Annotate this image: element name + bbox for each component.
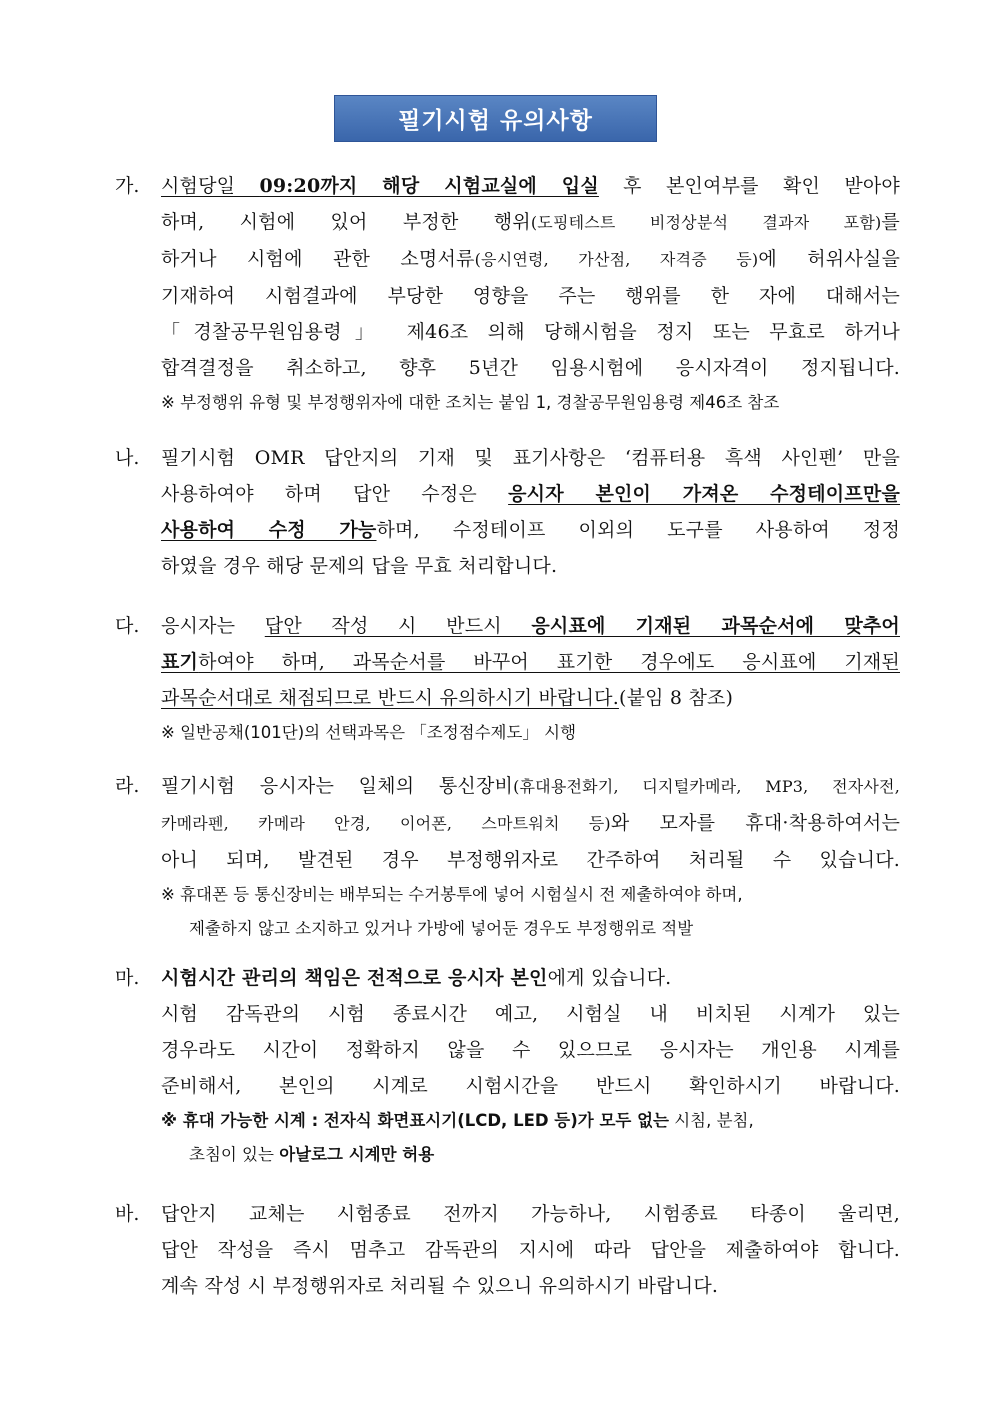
section-marker: 가. [115, 175, 140, 197]
text-line: 준비해서, 본인의 시계로 시험시간을 반드시 확인하시기 바랍니다. [161, 1075, 900, 1097]
text-line: 시험당일 09:20까지 해당 시험교실에 입실 후 본인여부를 확인 받아야 [161, 175, 900, 197]
section-marker: 마. [115, 967, 140, 989]
reference-note: 제출하지 않고 소지하고 있거나 가방에 넣어둔 경우도 부정행위로 적발 [189, 919, 694, 938]
section-marker: 바. [115, 1203, 140, 1225]
text-line: 합격결정을 취소하고, 향후 5년간 임용시험에 응시자격이 정지됩니다. [161, 357, 900, 379]
text-line: 하였을 경우 해당 문제의 답을 무효 처리합니다. [161, 555, 558, 577]
reference-note: ※ 일반공채(101단)의 선택과목은 「조정점수제도」 시행 [161, 723, 577, 742]
text-line: 시험시간 관리의 책임은 전적으로 응시자 본인에게 있습니다. [161, 967, 672, 989]
text-line: 답안 작성을 즉시 멈추고 감독관의 지시에 따라 답안을 제출하여야 합니다. [161, 1239, 900, 1261]
section-ma [115, 960, 900, 1172]
text-line: 표기하여야 하며, 과목순서를 바꾸어 표기한 경우에도 응시표에 기재된 [161, 651, 900, 673]
section-ga [115, 168, 900, 420]
section-ba [115, 1196, 900, 1304]
reference-note: ※ 휴대 가능한 시계 : 전자식 화면표시기(LCD, LED 등)가 모두 없는 시침, 분침, [161, 1111, 754, 1130]
text-line: 답안지 교체는 시험종료 전까지 가능하나, 시험종료 타종이 울리면, [161, 1203, 900, 1225]
text-line: 시험 감독관의 시험 종료시간 예고, 시험실 내 비치된 시계가 있는 [161, 1003, 900, 1025]
text-line: 경우라도 시간이 정확하지 않을 수 있으므로 응시자는 개인용 시계를 [161, 1039, 900, 1061]
section-marker: 라. [115, 775, 140, 797]
section-na [115, 440, 900, 584]
text-line: 카메라펜, 카메라 안경, 이어폰, 스마트워치 등)와 모자를 휴대·착용하여서는 [161, 812, 900, 834]
text-line: 하거나 시험에 관한 소명서류(응시연령, 가산점, 자격증 등)에 허위사실을 [161, 248, 900, 270]
reference-note: ※ 부정행위 유형 및 부정행위자에 대한 조치는 붙임 1, 경찰공무원임용령 제46조 참조 [161, 393, 780, 412]
text-line: 응시자는 답안 작성 시 반드시 응시표에 기재된 과목순서에 맞추어 [161, 615, 900, 637]
section-da [115, 608, 900, 750]
text-line: 계속 작성 시 부정행위자로 처리될 수 있으니 유의하시기 바랍니다. [161, 1275, 719, 1297]
text-line: 필기시험 OMR 답안지의 기재 및 표기사항은 ‘컴퓨터용 흑색 사인펜’ 만을 [161, 447, 900, 469]
text-line: 필기시험 응시자는 일체의 통신장비(휴대용전화기, 디지털카메라, MP3, 전자사전, [161, 775, 900, 797]
section-marker: 나. [115, 447, 140, 469]
text-line: 과목순서대로 채점되므로 반드시 유의하시기 바랍니다.(붙임 8 참조) [161, 687, 734, 709]
text-line: 기재하여 시험결과에 부당한 영향을 주는 행위를 한 자에 대해서는 [161, 285, 900, 307]
text-line: 「경찰공무원임용령」 제46조 의해 당해시험을 정지 또는 무효로 하거나 [161, 321, 900, 343]
text-line: 하며, 시험에 있어 부정한 행위(도핑테스트 비정상분석 결과자 포함)를 [161, 211, 900, 233]
reference-note: 초침이 있는 아날로그 시계만 허용 [189, 1145, 435, 1164]
section-ra [115, 768, 900, 946]
reference-note: ※ 휴대폰 등 통신장비는 배부되는 수거봉투에 넣어 시험실시 전 제출하여야 하며, [161, 885, 743, 904]
page-title: 필기시험 유의사항 [334, 95, 657, 142]
text-line: 사용하여야 하며 답안 수정은 응시자 본인이 가져온 수정테이프만을 [161, 483, 901, 505]
text-line: 사용하여 수정 가능하며, 수정테이프 이외의 도구를 사용하여 정정 [161, 519, 900, 541]
text-line: 아니 되며, 발견된 경우 부정행위자로 간주하여 처리될 수 있습니다. [161, 849, 900, 871]
section-marker: 다. [115, 615, 140, 637]
